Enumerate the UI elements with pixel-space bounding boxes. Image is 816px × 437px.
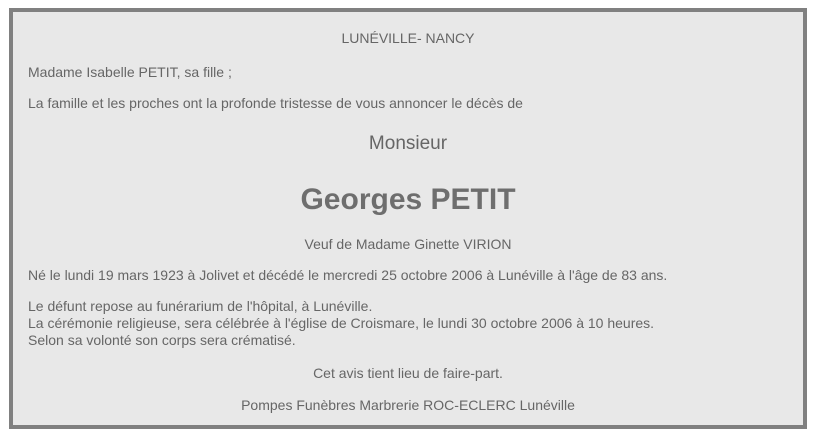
ceremony-details — [28, 298, 654, 349]
cremation-line: Selon sa volonté son corps sera crématisé. — [28, 332, 296, 348]
avis-line: Cet avis tient lieu de faire-part. — [313, 365, 503, 381]
city-heading: LUNÉVILLE- NANCY — [341, 30, 475, 46]
obituary-notice — [9, 8, 807, 429]
daughter-line: Madame Isabelle PETIT, sa fille ; — [28, 64, 232, 80]
birth-death-line: Né le lundi 19 mars 1923 à Jolivet et décédé le mercredi 25 octobre 2006 à Lunéville à l'âge de 83 ans. — [28, 267, 668, 283]
family-announcement: La famille et les proches ont la profonde tristesse de vous annoncer le décès de — [28, 95, 523, 111]
honorific-title: Monsieur — [368, 133, 448, 154]
ceremony-line: La cérémonie religieuse, sera célébrée à l'église de Croismare, le lundi 30 octobre 2006 à 10 heures. — [28, 315, 655, 331]
widower-line: Veuf de Madame Ginette VIRION — [304, 236, 512, 252]
rest-location-line: Le défunt repose au funérarium de l'hôpital, à Lunéville. — [28, 298, 373, 314]
funeral-home: Pompes Funèbres Marbrerie ROC-ECLERC Lunéville — [241, 397, 575, 413]
deceased-name: Georges PETIT — [300, 183, 516, 216]
